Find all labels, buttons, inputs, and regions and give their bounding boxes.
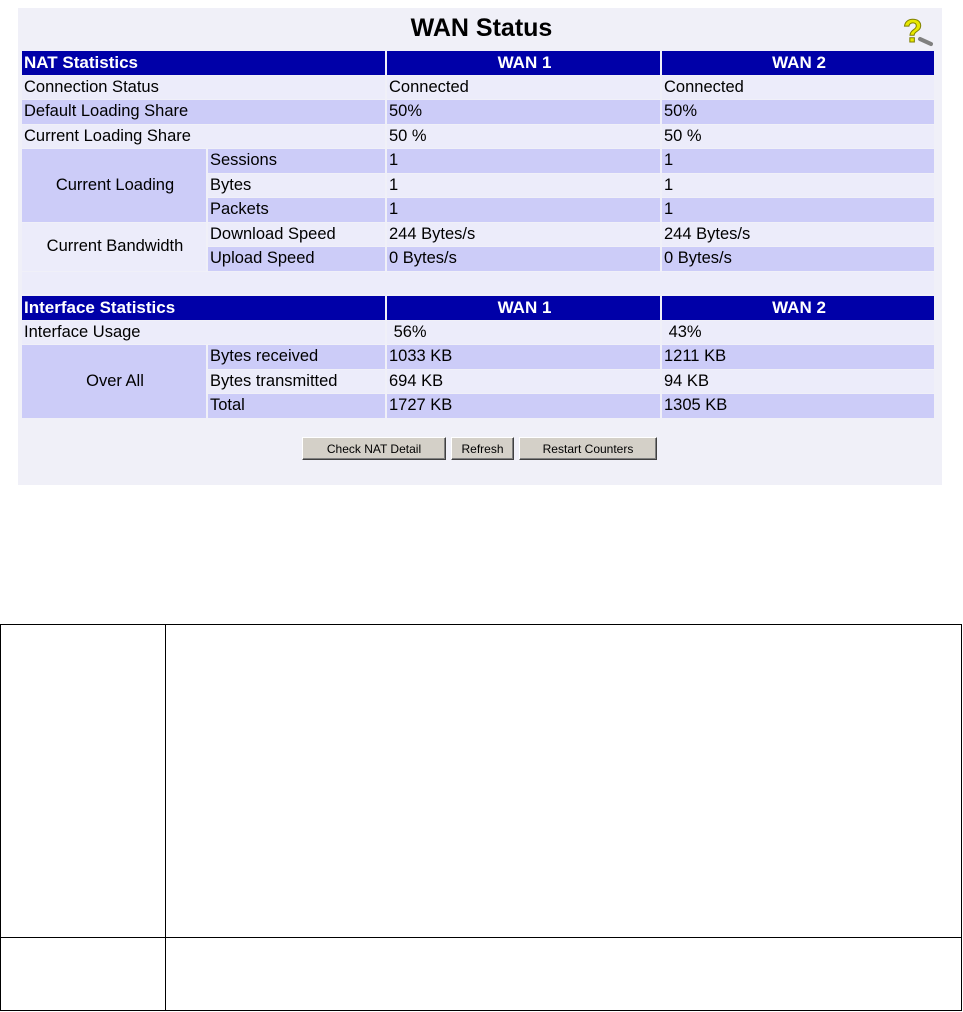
wan1-interface-usage: 56% (387, 321, 660, 345)
document-table (0, 624, 962, 1011)
table-row (22, 223, 934, 247)
table-row (22, 76, 934, 100)
wan1-default-loading-share: 50% (387, 100, 660, 124)
current-bandwidth-group-label: Current Bandwidth (22, 223, 206, 271)
wan2-bytes-transmitted: 94 KB (662, 370, 934, 394)
interface-statistics-table (20, 295, 936, 419)
wan1-connection-status: Connected (387, 76, 660, 100)
table-row (22, 321, 934, 345)
wan2-header: WAN 2 (662, 51, 934, 75)
wan2-interface-usage: 43% (662, 321, 934, 345)
refresh-button[interactable]: Refresh (451, 437, 514, 460)
check-nat-detail-button[interactable]: Check NAT Detail (302, 437, 446, 460)
wan1-upload-speed: 0 Bytes/s (387, 247, 660, 271)
interface-usage-label: Interface Usage (22, 321, 385, 345)
wan1-header: WAN 1 (387, 296, 660, 320)
over-all-group-label: Over All (22, 345, 206, 418)
restart-counters-button[interactable]: Restart Counters (519, 437, 657, 460)
table-cell (1, 625, 166, 938)
wan1-packets: 1 (387, 198, 660, 222)
nat-statistics-table (20, 50, 936, 295)
wan2-packets: 1 (662, 198, 934, 222)
wan2-bytes: 1 (662, 174, 934, 198)
table-row (22, 345, 934, 369)
wan2-connection-status: Connected (662, 76, 934, 100)
wan2-upload-speed: 0 Bytes/s (662, 247, 934, 271)
table-row (22, 100, 934, 124)
wan1-sessions: 1 (387, 149, 660, 173)
wan2-default-loading-share: 50% (662, 100, 934, 124)
wan2-download-speed: 244 Bytes/s (662, 223, 934, 247)
wan2-total: 1305 KB (662, 394, 934, 418)
wan1-bytes: 1 (387, 174, 660, 198)
upload-speed-label: Upload Speed (208, 247, 385, 271)
bytes-transmitted-label: Bytes transmitted (208, 370, 385, 394)
wan2-sessions: 1 (662, 149, 934, 173)
table-cell (166, 625, 962, 938)
wan1-bytes-transmitted: 694 KB (387, 370, 660, 394)
table-row (1, 625, 962, 938)
wan1-bytes-received: 1033 KB (387, 345, 660, 369)
wan2-bytes-received: 1211 KB (662, 345, 934, 369)
bytes-label: Bytes (208, 174, 385, 198)
nat-statistics-header: NAT Statistics (22, 51, 385, 75)
sessions-label: Sessions (208, 149, 385, 173)
wan2-current-loading-share: 50 % (662, 125, 934, 149)
spacer-row (22, 272, 934, 294)
packets-label: Packets (208, 198, 385, 222)
wan1-download-speed: 244 Bytes/s (387, 223, 660, 247)
wan2-header: WAN 2 (662, 296, 934, 320)
svg-text:?: ? (903, 13, 923, 48)
table-row (1, 938, 962, 1011)
download-speed-label: Download Speed (208, 223, 385, 247)
connection-status-label: Connection Status (22, 76, 385, 100)
table-cell (1, 938, 166, 1011)
default-loading-share-label: Default Loading Share (22, 100, 385, 124)
table-cell (166, 938, 962, 1011)
current-loading-share-label: Current Loading Share (22, 125, 385, 149)
current-loading-group-label: Current Loading (22, 149, 206, 222)
page-title: WAN Status (410, 14, 553, 42)
wan1-current-loading-share: 50 % (387, 125, 660, 149)
spacer-cell (22, 272, 934, 294)
table-row (22, 149, 934, 173)
interface-statistics-header: Interface Statistics (22, 296, 385, 320)
total-label: Total (208, 394, 385, 418)
wan1-header: WAN 1 (387, 51, 660, 75)
table-row (22, 125, 934, 149)
help-question-icon[interactable] (900, 12, 934, 48)
action-buttons (302, 437, 657, 460)
bytes-received-label: Bytes received (208, 345, 385, 369)
wan1-total: 1727 KB (387, 394, 660, 418)
table-header-row (22, 296, 934, 320)
table-header-row (22, 51, 934, 75)
